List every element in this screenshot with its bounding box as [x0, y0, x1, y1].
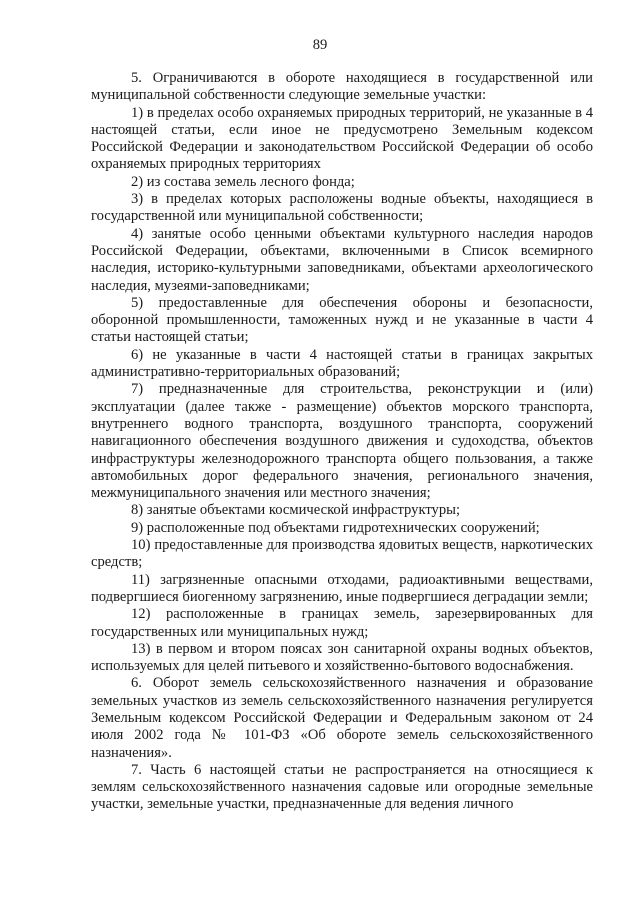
list-item-4: 4) занятые особо ценными объектами культурного наследия народов Российской Федерации, объектами, включенными в Список всемирного наследия, историко-культурными заповедниками, объектами археологического наследия, музеями-заповедниками; [91, 225, 593, 294]
page-number: 89 [312, 37, 328, 53]
document-body [91, 70, 593, 814]
list-item-1: 1) в пределах особо охраняемых природных территорий, не указанные в 4 настоящей статьи, если иное не предусмотрено Земельным кодексом Российской Федерации и законодательством Российской Федерации об особо охраняемых природных территориях [91, 104, 593, 173]
list-item-11: 11) загрязненные опасными отходами, радиоактивными веществами, подвергшиеся биогенному загрязнению, иные подвергшиеся деградации земли; [91, 571, 593, 605]
list-item-6: 6) не указанные в части 4 настоящей статьи в границах закрытых административно-территориальных образований; [91, 346, 593, 381]
list-item-13: 13) в первом и втором поясах зон санитарной охраны водных объектов, используемых для целей питьевого и хозяйственно-бытового водоснабжения. [91, 640, 593, 675]
paragraph-7: 7. Часть 6 настоящей статьи не распространяется на относящиеся к землям сельскохозяйственного назначения садовые или огородные земельные участки, земельные участки, предназначенные для ведения личного [91, 761, 593, 813]
list-item-9: 9) расположенные под объектами гидротехнических сооружений; [131, 519, 540, 536]
list-item-12: 12) расположенные в границах земель, зарезервированных для государственных или муниципальных нужд; [91, 606, 593, 640]
list-item-8: 8) занятые объектами космической инфраструктуры; [131, 502, 461, 519]
list-item-5: 5) предоставленные для обеспечения обороны и безопасности, оборонной промышленности, таможенных нужд и не указанные в части 4 статьи настоящей статьи; [91, 294, 593, 346]
paragraph-6: 6. Оборот земель сельскохозяйственного назначения и образование земельных участков из земель сельскохозяйственного назначения регулируется Земельным кодексом Российской Федерации и Федеральным законом от 24 июля 2002 года № 101-ФЗ «Об обороте земель сельскохозяйственного назначения». [91, 675, 593, 761]
list-item-2: 2) из состава земель лесного фонда; [131, 173, 355, 190]
list-item-3: 3) в пределах которых расположены водные объекты, находящиеся в государственной или муниципальной собственности; [91, 191, 593, 225]
paragraph-5-intro: 5. Ограничиваются в обороте находящиеся в государственной или муниципальной собственности следующие земельные участки: [91, 70, 593, 104]
list-item-7: 7) предназначенные для строительства, реконструкции и (или) эксплуатации (далее также - размещение) объектов морского транспорта, внутреннего водного транспорта, воздушного транспорта, сооружений навигационного обеспечения воздушного движения и судоходства, объектов инфраструктуры железнодорожного транспорта общего пользования, а также автомобильных дорог федерального значения, регионального значения, межмуниципального значения или местного значения; [91, 381, 593, 502]
list-item-10: 10) предоставленные для производства ядовитых веществ, наркотических средств; [91, 537, 593, 571]
